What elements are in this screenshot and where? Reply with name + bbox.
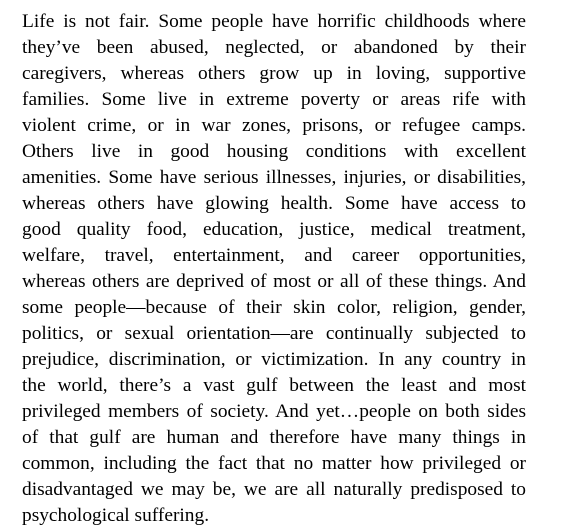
- text-line-13: politics, or sexual orientation—are continually subjected to: [22, 323, 526, 344]
- text-line-18: common, including the fact that no matter how privileged or: [22, 453, 526, 474]
- text-line-2: they’ve been abused, neglected, or abandoned by their: [22, 37, 526, 58]
- text-line-6: Others live in good housing conditions with excellent: [22, 141, 526, 162]
- text-line-11: whereas others are deprived of most or all of these things. And: [22, 271, 526, 292]
- text-line-15: the world, there’s a vast gulf between the least and most: [22, 375, 526, 396]
- text-line-1: Life is not fair. Some people have horrific childhoods where: [22, 11, 526, 32]
- text-line-4: families. Some live in extreme poverty or areas rife with: [22, 89, 526, 110]
- text-line-14: prejudice, discrimination, or victimization. In any country in: [22, 349, 526, 370]
- text-line-5: violent crime, or in war zones, prisons, or refugee camps.: [22, 115, 526, 136]
- text-line-7: amenities. Some have serious illnesses, injuries, or disabilities,: [22, 167, 526, 188]
- text-line-3: caregivers, whereas others grow up in loving, supportive: [22, 63, 526, 84]
- document-page: [22, 9, 526, 529]
- text-line-20: psychological suffering.: [22, 505, 210, 526]
- text-line-10: welfare, travel, entertainment, and career opportunities,: [22, 245, 526, 266]
- text-line-16: privileged members of society. And yet…people on both sides: [22, 401, 526, 422]
- text-line-12: some people—because of their skin color, religion, gender,: [22, 297, 526, 318]
- text-line-17: of that gulf are human and therefore have many things in: [22, 427, 526, 448]
- text-line-9: good quality food, education, justice, medical treatment,: [22, 219, 526, 240]
- body-paragraph: [22, 9, 526, 529]
- text-line-19: disadvantaged we may be, we are all naturally predisposed to: [22, 479, 526, 500]
- text-line-8: whereas others have glowing health. Some have access to: [22, 193, 526, 214]
